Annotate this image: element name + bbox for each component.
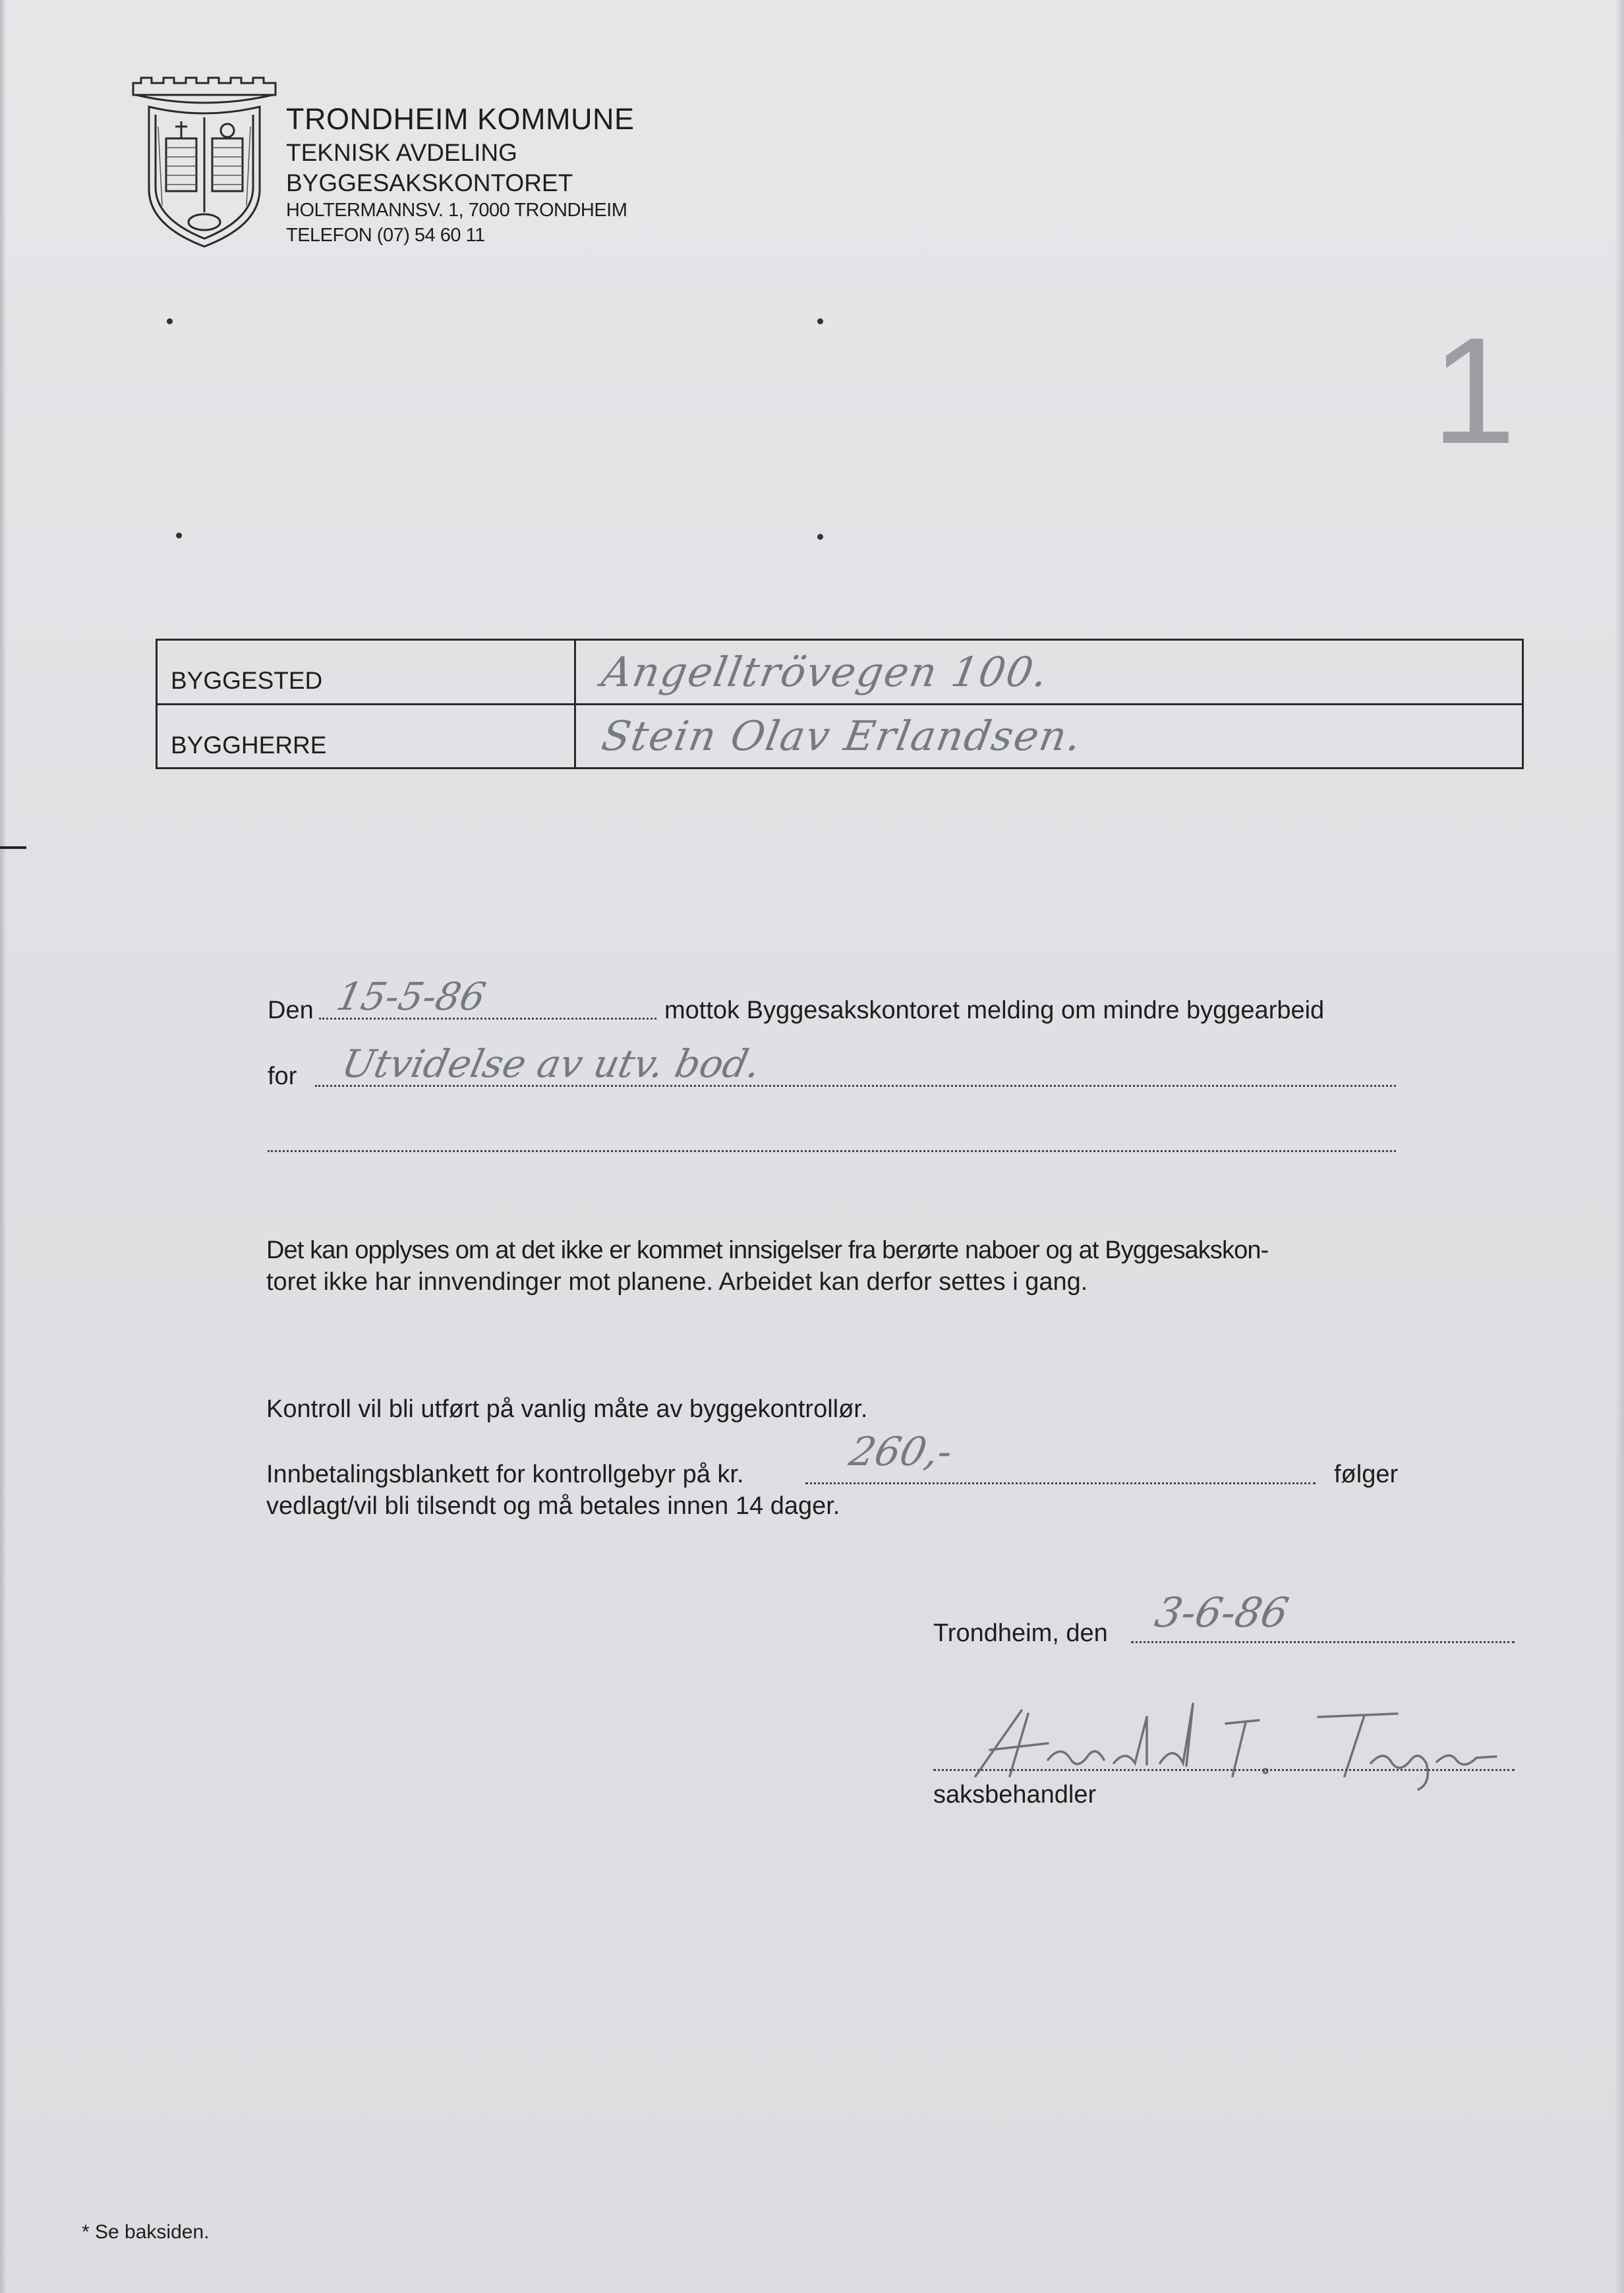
address-window-marker <box>176 533 182 538</box>
developer-label: BYGGHERRE <box>157 704 575 769</box>
fee-suffix: følger <box>1334 1461 1399 1488</box>
building-site-handwriting: Angelltrövegen 100. <box>598 647 1053 696</box>
date-received-handwriting: 15-5-86 <box>332 974 490 1019</box>
work-description-handwriting: Utvidelse av utv. bod. <box>337 1041 765 1086</box>
den-label: Den <box>268 997 314 1024</box>
developer-handwriting: Stein Olav Erlandsen. <box>598 712 1086 761</box>
for-label: for <box>268 1062 297 1090</box>
developer-value <box>575 704 1523 769</box>
fee-amount-handwriting: 260,- <box>845 1429 957 1475</box>
property-info-table <box>156 639 1524 769</box>
address-window-marker <box>817 318 823 324</box>
department-name: TEKNISK AVDELING <box>286 139 517 166</box>
office-address: HOLTERMANNSV. 1, 7000 TRONDHEIM <box>286 200 627 221</box>
address-window-marker <box>817 534 823 540</box>
footnote: * Se baksiden. <box>82 2221 210 2243</box>
closing-date-dotted-line <box>1131 1641 1515 1643</box>
fee-label: Innbetalingsblankett for kontrollgebyr på kr. <box>266 1461 744 1488</box>
address-window-marker <box>167 318 173 324</box>
page-edge-left <box>0 0 7 2293</box>
payment-terms: vedlagt/vil bli tilsendt og må betales innen 14 dager. <box>266 1492 840 1520</box>
office-phone: TELEFON (07) 54 60 11 <box>286 225 485 246</box>
fold-mark <box>0 846 26 849</box>
extra-dotted-line <box>268 1150 1396 1152</box>
building-site-value <box>575 640 1523 705</box>
no-objections-paragraph-line1: Det kan opplyses om at det ikke er kommet innsigelser fra berørte naboer og at Byggesakskon- <box>266 1236 1269 1264</box>
letterhead <box>286 104 634 251</box>
signature-dotted-line <box>933 1769 1515 1771</box>
page-edge-right <box>1615 0 1624 2293</box>
building-site-label: BYGGESTED <box>157 640 575 705</box>
place-label: Trondheim, den <box>933 1619 1108 1647</box>
caseworker-role: saksbehandler <box>933 1781 1097 1809</box>
office-name: BYGGESAKSKONTORET <box>286 169 573 196</box>
table-row <box>157 640 1523 705</box>
organization-name: TRONDHEIM KOMMUNE <box>286 102 635 136</box>
no-objections-paragraph-line2: toret ikke har innvendinger mot planene. Arbeidet kan derfor settes i gang. <box>266 1268 1088 1296</box>
table-row <box>157 704 1523 769</box>
page-number: 1 <box>1432 306 1516 475</box>
closing-date-handwriting: 3-6-86 <box>1151 1588 1293 1637</box>
coat-of-arms-icon <box>129 74 279 252</box>
fee-dotted-line <box>805 1482 1316 1484</box>
received-statement: mottok Byggesakskontoret melding om mindre byggearbeid <box>664 997 1325 1024</box>
inspection-statement: Kontroll vil bli utført på vanlig måte av byggekontrollør. <box>266 1395 868 1423</box>
